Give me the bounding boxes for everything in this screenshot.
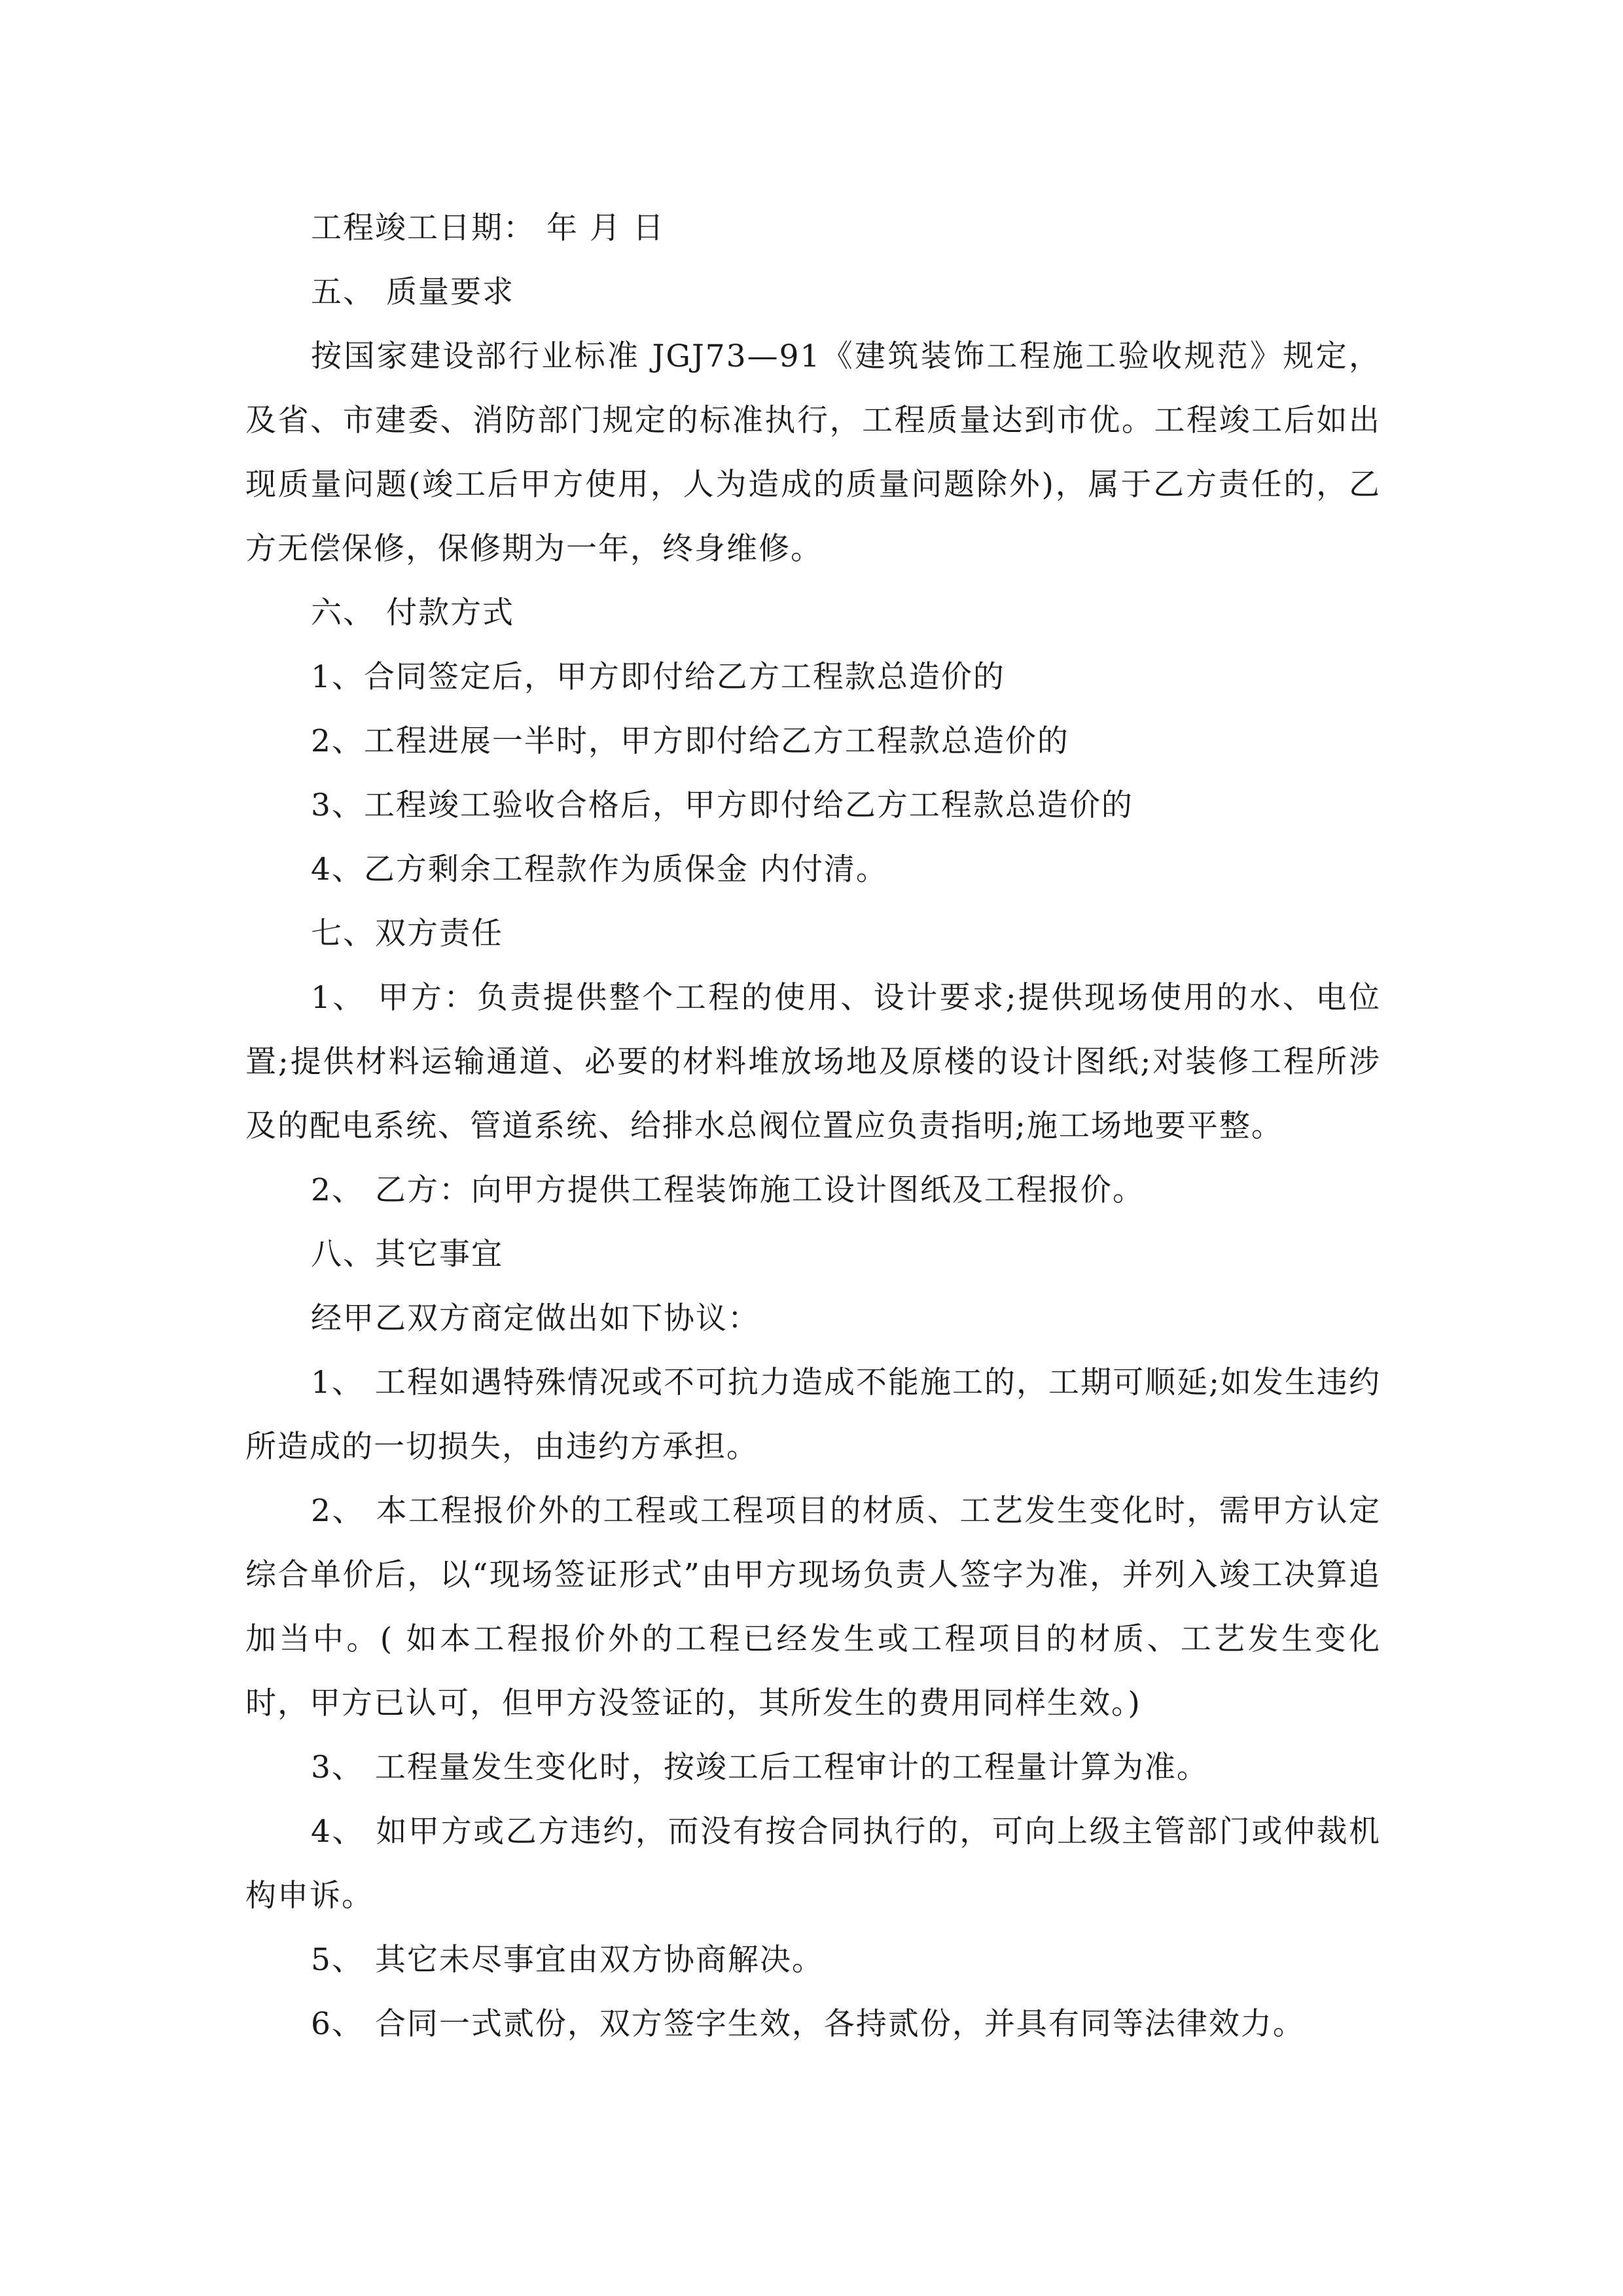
responsibility-item: 1、 甲方：负责提供整个工程的使用、设计要求;提供现场使用的水、电位置;提供材料运输通道、必要的材料堆放场地及原楼的设计图纸;对装修工程所涉及的配电系统、管道系统、给排水总阀位置应负责指明;施工场地要平整。	[245, 980, 1381, 1144]
other-item: 3、 工程量发生变化时，按竣工后工程审计的工程量计算为准。	[311, 1749, 1209, 1785]
other-item: 2、 本工程报价外的工程或工程项目的材质、工艺发生变化时，需甲方认定综合单价后，以“现场签证形式”由甲方现场负责人签字为准，并列入竣工决算追加当中。( 如本工程报价外的工程已经发生或工程项目的材质、工艺发生变化时，甲方已认可，但甲方没签证的，其所发生的费用同样生效。)	[245, 1493, 1381, 1721]
other-item: 4、 如甲方或乙方违约，而没有按合同执行的，可向上级主管部门或仲裁机构申诉。	[245, 1814, 1381, 1914]
document-body	[245, 196, 1381, 2056]
other-item: 1、 工程如遇特殊情况或不可抗力造成不能施工的，工期可顺延;如发生违约所造成的一切损失，由违约方承担。	[245, 1365, 1381, 1465]
other-item: 6、 合同一式贰份，双方签字生效，各持贰份，并具有同等法律效力。	[311, 2006, 1305, 2042]
payment-item: 1、合同签定后，甲方即付给乙方工程款总造价的	[311, 659, 1005, 695]
payment-item: 3、工程竣工验收合格后，甲方即付给乙方工程款总造价的	[311, 787, 1133, 823]
other-item: 5、 其它未尽事宜由双方协商解决。	[311, 1942, 824, 1978]
quality-requirements-paragraph: 按国家建设部行业标准 JGJ73—91《建筑装饰工程施工验收规范》规定，及省、市建委、消防部门规定的标准执行，工程质量达到市优。工程竣工后如出现质量问题(竣工后甲方使用，人为造成的质量问题除外)，属于乙方责任的，乙方无偿保修，保修期为一年，终身维修。	[245, 338, 1381, 567]
section-heading-responsibilities: 七、双方责任	[311, 916, 503, 952]
responsibility-item: 2、 乙方：向甲方提供工程装饰施工设计图纸及工程报价。	[311, 1172, 1145, 1208]
payment-item: 2、工程进展一半时，甲方即付给乙方工程款总造价的	[311, 723, 1069, 759]
section-heading-payment: 六、 付款方式	[311, 595, 514, 631]
other-intro-paragraph: 经甲乙双方商定做出如下协议：	[311, 1300, 760, 1336]
payment-item: 4、乙方剩余工程款作为质保金 内付清。	[311, 852, 888, 888]
section-heading-other: 八、其它事宜	[311, 1236, 503, 1272]
section-heading-quality: 五、 质量要求	[311, 274, 514, 310]
completion-date-line: 工程竣工日期： 年 月 日	[311, 210, 665, 246]
